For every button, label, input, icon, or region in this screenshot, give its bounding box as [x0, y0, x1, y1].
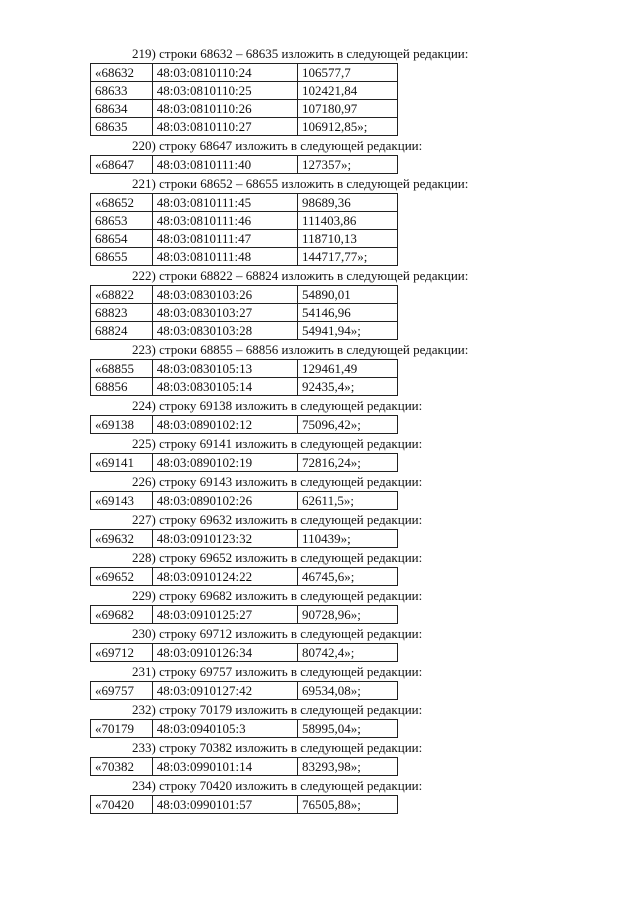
amendment-table [90, 453, 398, 472]
table-row [91, 568, 398, 586]
amendment-table [90, 415, 398, 434]
value-cell: 92435,4»; [298, 378, 398, 396]
amendment-heading: 222) строки 68822 – 68824 изложить в следующей редакции: [132, 268, 469, 283]
value-cell: 54146,96 [298, 304, 398, 322]
cadastral-number-cell: 48:03:0890102:26 [152, 492, 297, 510]
amendment-table [90, 491, 398, 510]
amendment-heading: 232) строку 70179 изложить в следующей редакции: [132, 702, 423, 717]
table-row [91, 360, 398, 378]
value-cell: 46745,6»; [298, 568, 398, 586]
row-number-cell: «68855 [91, 360, 153, 378]
value-cell: 107180,97 [298, 100, 398, 118]
value-cell: 76505,88»; [298, 796, 398, 814]
amendment-heading: 233) строку 70382 изложить в следующей редакции: [132, 740, 423, 755]
row-number-cell: «70382 [91, 758, 153, 776]
table-row [91, 682, 398, 700]
table-row [91, 492, 398, 510]
row-number-cell: «69652 [91, 568, 153, 586]
amendment-block [90, 136, 550, 174]
value-cell: 106577,7 [298, 64, 398, 82]
amendment-block [90, 472, 550, 510]
value-cell: 62611,5»; [298, 492, 398, 510]
row-number-cell: «68647 [91, 156, 153, 174]
row-number-cell: 68654 [91, 230, 153, 248]
amendment-table [90, 643, 398, 662]
amendment-heading: 219) строки 68632 – 68635 изложить в следующей редакции: [132, 46, 469, 61]
amendment-heading: 224) строку 69138 изложить в следующей редакции: [132, 398, 423, 413]
cadastral-number-cell: 48:03:0830103:26 [152, 286, 297, 304]
cadastral-number-cell: 48:03:0990101:57 [152, 796, 297, 814]
amendment-table [90, 529, 398, 548]
row-number-cell: 68635 [91, 118, 153, 136]
value-cell: 144717,77»; [298, 248, 398, 266]
cadastral-number-cell: 48:03:0890102:12 [152, 416, 297, 434]
table-row [91, 322, 398, 340]
value-cell: 118710,13 [298, 230, 398, 248]
row-number-cell: «69712 [91, 644, 153, 662]
amendment-block [90, 510, 550, 548]
row-number-cell: «69632 [91, 530, 153, 548]
amendment-block [90, 548, 550, 586]
amendment-block [90, 586, 550, 624]
row-number-cell: 68655 [91, 248, 153, 266]
row-number-cell: «69682 [91, 606, 153, 624]
cadastral-number-cell: 48:03:0810110:25 [152, 82, 297, 100]
cadastral-number-cell: 48:03:0910125:27 [152, 606, 297, 624]
table-row [91, 606, 398, 624]
table-row [91, 796, 398, 814]
value-cell: 110439»; [298, 530, 398, 548]
amendment-table [90, 757, 398, 776]
amendment-table [90, 285, 398, 340]
table-row [91, 758, 398, 776]
row-number-cell: «70179 [91, 720, 153, 738]
table-row [91, 118, 398, 136]
value-cell: 72816,24»; [298, 454, 398, 472]
row-number-cell: 68856 [91, 378, 153, 396]
amendment-heading: 228) строку 69652 изложить в следующей редакции: [132, 550, 423, 565]
value-cell: 90728,96»; [298, 606, 398, 624]
cadastral-number-cell: 48:03:0910123:32 [152, 530, 297, 548]
cadastral-number-cell: 48:03:0830103:27 [152, 304, 297, 322]
table-row [91, 416, 398, 434]
amendment-block [90, 662, 550, 700]
amendment-table [90, 719, 398, 738]
row-number-cell: 68823 [91, 304, 153, 322]
amendment-table [90, 359, 398, 396]
value-cell: 102421,84 [298, 82, 398, 100]
value-cell: 111403,86 [298, 212, 398, 230]
cadastral-number-cell: 48:03:0910127:42 [152, 682, 297, 700]
value-cell: 69534,08»; [298, 682, 398, 700]
cadastral-number-cell: 48:03:0810110:24 [152, 64, 297, 82]
value-cell: 83293,98»; [298, 758, 398, 776]
amendment-table [90, 795, 398, 814]
cadastral-number-cell: 48:03:0810110:27 [152, 118, 297, 136]
amendment-heading: 225) строку 69141 изложить в следующей редакции: [132, 436, 423, 451]
amendment-heading: 221) строки 68652 – 68655 изложить в следующей редакции: [132, 176, 469, 191]
value-cell: 54941,94»; [298, 322, 398, 340]
row-number-cell: «68632 [91, 64, 153, 82]
amendment-heading: 226) строку 69143 изложить в следующей редакции: [132, 474, 423, 489]
amendment-heading: 227) строку 69632 изложить в следующей редакции: [132, 512, 423, 527]
amendment-heading: 223) строки 68855 – 68856 изложить в следующей редакции: [132, 342, 469, 357]
table-row [91, 82, 398, 100]
cadastral-number-cell: 48:03:0810110:26 [152, 100, 297, 118]
table-row [91, 304, 398, 322]
cadastral-number-cell: 48:03:0810111:48 [152, 248, 297, 266]
amendment-block [90, 776, 550, 814]
amendment-heading: 231) строку 69757 изложить в следующей редакции: [132, 664, 423, 679]
row-number-cell: «69143 [91, 492, 153, 510]
value-cell: 75096,42»; [298, 416, 398, 434]
document-body [90, 44, 550, 814]
table-row [91, 100, 398, 118]
amendment-heading: 234) строку 70420 изложить в следующей редакции: [132, 778, 423, 793]
cadastral-number-cell: 48:03:0810111:40 [152, 156, 297, 174]
amendment-table [90, 193, 398, 266]
value-cell: 129461,49 [298, 360, 398, 378]
cadastral-number-cell: 48:03:0830103:28 [152, 322, 297, 340]
cadastral-number-cell: 48:03:0810111:45 [152, 194, 297, 212]
value-cell: 80742,4»; [298, 644, 398, 662]
amendment-block [90, 396, 550, 434]
amendment-block [90, 700, 550, 738]
amendment-table [90, 155, 398, 174]
row-number-cell: 68824 [91, 322, 153, 340]
row-number-cell: 68633 [91, 82, 153, 100]
cadastral-number-cell: 48:03:0810111:47 [152, 230, 297, 248]
amendment-heading: 229) строку 69682 изложить в следующей редакции: [132, 588, 423, 603]
table-row [91, 454, 398, 472]
amendment-block [90, 44, 550, 136]
table-row [91, 248, 398, 266]
amendment-table [90, 605, 398, 624]
cadastral-number-cell: 48:03:0890102:19 [152, 454, 297, 472]
row-number-cell: 68653 [91, 212, 153, 230]
table-row [91, 720, 398, 738]
amendment-block [90, 738, 550, 776]
row-number-cell: «69757 [91, 682, 153, 700]
amendment-heading: 230) строку 69712 изложить в следующей редакции: [132, 626, 423, 641]
table-row [91, 156, 398, 174]
row-number-cell: «69138 [91, 416, 153, 434]
cadastral-number-cell: 48:03:0910124:22 [152, 568, 297, 586]
cadastral-number-cell: 48:03:0940105:3 [152, 720, 297, 738]
cadastral-number-cell: 48:03:0830105:14 [152, 378, 297, 396]
value-cell: 106912,85»; [298, 118, 398, 136]
amendment-heading: 220) строку 68647 изложить в следующей редакции: [132, 138, 423, 153]
amendment-table [90, 681, 398, 700]
table-row [91, 644, 398, 662]
cadastral-number-cell: 48:03:0910126:34 [152, 644, 297, 662]
table-row [91, 230, 398, 248]
amendment-block [90, 434, 550, 472]
amendment-block [90, 340, 550, 396]
value-cell: 127357»; [298, 156, 398, 174]
cadastral-number-cell: 48:03:0810111:46 [152, 212, 297, 230]
amendment-block [90, 266, 550, 340]
table-row [91, 530, 398, 548]
row-number-cell: «70420 [91, 796, 153, 814]
row-number-cell: «68652 [91, 194, 153, 212]
amendment-block [90, 624, 550, 662]
table-row [91, 286, 398, 304]
table-row [91, 378, 398, 396]
cadastral-number-cell: 48:03:0990101:14 [152, 758, 297, 776]
value-cell: 98689,36 [298, 194, 398, 212]
row-number-cell: 68634 [91, 100, 153, 118]
value-cell: 54890,01 [298, 286, 398, 304]
cadastral-number-cell: 48:03:0830105:13 [152, 360, 297, 378]
amendment-table [90, 63, 398, 136]
table-row [91, 212, 398, 230]
amendment-table [90, 567, 398, 586]
table-row [91, 64, 398, 82]
value-cell: 58995,04»; [298, 720, 398, 738]
table-row [91, 194, 398, 212]
row-number-cell: «69141 [91, 454, 153, 472]
row-number-cell: «68822 [91, 286, 153, 304]
amendment-block [90, 174, 550, 266]
